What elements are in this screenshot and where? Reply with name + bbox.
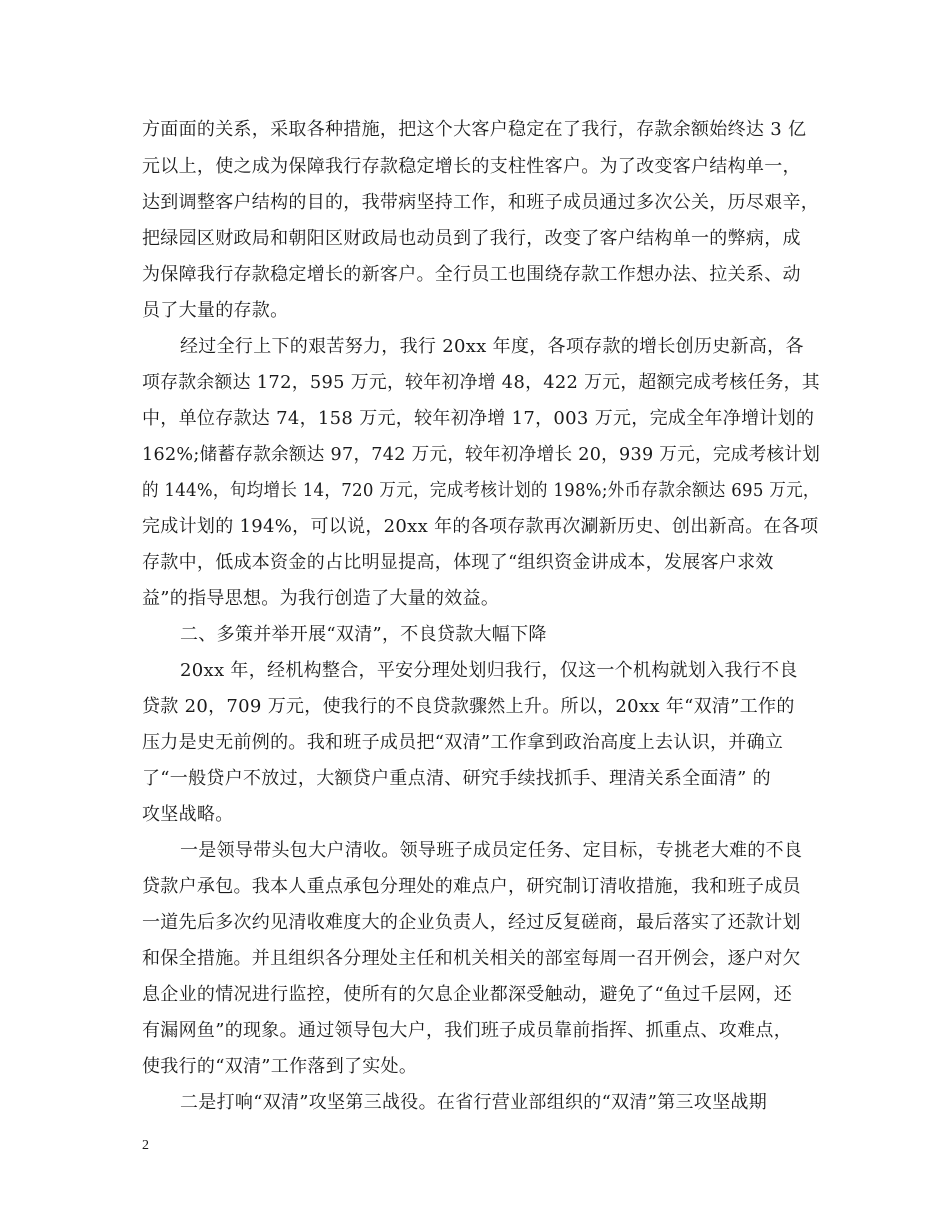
text-line: 压力是史无前例的。我和班子成员把“双清”工作拿到政治高度上去认识，并确立 xyxy=(142,732,784,753)
text-line: 有漏网鱼”的现象。通过领导包大户，我们班子成员靠前指挥、抓重点、攻难点， xyxy=(142,1020,792,1041)
paragraph-first-line: 20xx 年，经机构整合，平安分理处划归我行，仅这一个机构就划入我行不良 xyxy=(180,660,798,681)
text-line: 把绿园区财政局和朝阳区财政局也动员到了我行，改变了客户结构单一的弊病，成 xyxy=(142,228,801,249)
page-number: 2 xyxy=(142,1138,149,1153)
text-line: 方面面的关系，采取各种措施，把这个大客户稳定在了我行，存款余额始终达 3 亿 xyxy=(142,119,807,140)
text-line: 为保障我行存款稳定增长的新客户。全行员工也围绕存款工作想办法、拉关系、动 xyxy=(142,264,801,285)
text-line: 中，单位存款达 74，158 万元，较年初净增 17，003 万元，完成全年净增计划的 xyxy=(142,408,815,429)
text-line: 项存款余额达 172，595 万元，较年初净增 48，422 万元，超额完成考核任务，其 xyxy=(142,372,820,393)
text-line: 息企业的情况进行监控，使所有的欠息企业都深受触动，避免了“鱼过千层网，还 xyxy=(142,984,792,1005)
text-line: 贷款 20，709 万元，使我行的不良贷款骤然上升。所以，20xx 年“双清”工作的 xyxy=(142,696,795,717)
text-line: 贷款户承包。我本人重点承包分理处的难点户，研究制订清收措施，我和班子成员 xyxy=(142,876,801,897)
text-line: 达到调整客户结构的目的，我带病坚持工作，和班子成员通过多次公关，历尽艰辛， xyxy=(142,192,820,213)
paragraph-first-line: 二是打响“双清”攻坚第三战役。在省行营业部组织的“双清”第三攻坚战期 xyxy=(180,1092,768,1113)
paragraph-first-line: 经过全行上下的艰苦努力，我行 20xx 年度，各项存款的增长创历史新高，各 xyxy=(180,336,804,357)
text-line: 的 144%，旬均增长 14，720 万元，完成考核计划的 198%;外币存款余额达 695 万元， xyxy=(142,480,820,501)
text-line: 162%;储蓄存款余额达 97，742 万元，较年初净增长 20，939 万元，完成考核计划 xyxy=(142,444,821,465)
text-line: 元以上，使之成为保障我行存款稳定增长的支柱性客户。为了改变客户结构单一， xyxy=(142,156,801,177)
text-line: 益”的指导思想。为我行创造了大量的效益。 xyxy=(142,588,500,609)
text-line: 攻坚战略。 xyxy=(142,804,234,825)
section-heading: 二、多策并举开展“双清”，不良贷款大幅下降 xyxy=(180,624,547,645)
text-line: 了“一般贷户不放过，大额贷户重点清、研究手续找抓手、理清关系全面清” 的 xyxy=(142,768,771,789)
paragraph-first-line: 一是领导带头包大户清收。领导班子成员定任务、定目标，专挑老大难的不良 xyxy=(180,840,803,861)
text-line: 存款中，低成本资金的占比明显提高，体现了“组织资金讲成本，发展客户求效 xyxy=(142,552,774,573)
text-line: 和保全措施。并且组织各分理处主任和机关相关的部室每周一召开例会，逐户对欠 xyxy=(142,948,801,969)
text-line: 使我行的“双清”工作落到了实处。 xyxy=(142,1056,418,1077)
text-line: 员了大量的存款。 xyxy=(142,300,289,321)
text-line: 完成计划的 194%，可以说，20xx 年的各项存款再次涮新历史、创出新高。在各项 xyxy=(142,516,819,537)
text-line: 一道先后多次约见清收难度大的企业负责人，经过反复磋商，最后落实了还款计划 xyxy=(142,912,801,933)
